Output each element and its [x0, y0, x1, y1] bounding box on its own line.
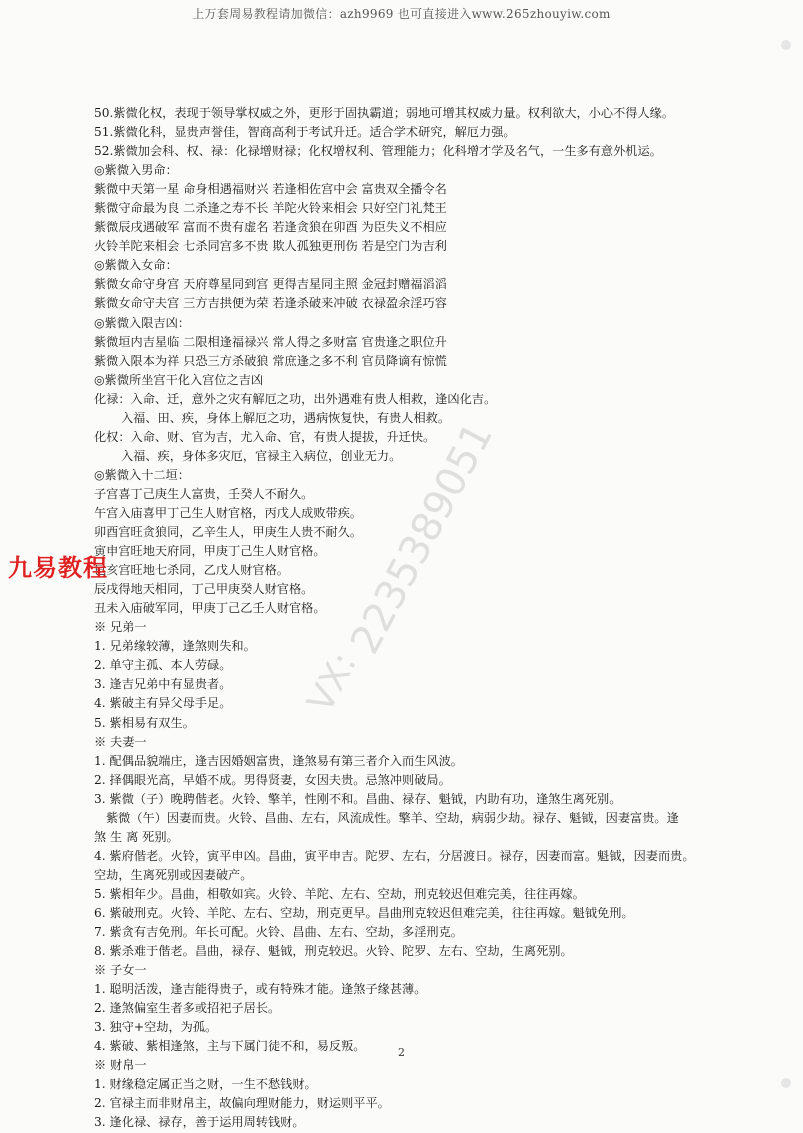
text-line: 52.紫微加会科、权、禄：化禄增财禄；化权增权利、管理能力；化科增才学及名气，一生多有意外机运。: [94, 144, 662, 159]
text-line: ※ 子女一: [94, 963, 147, 978]
text-line: 紫微辰戌遇破军 富而不贵有虚名 若逢贪狼在卯酉 为臣失义不相应: [94, 220, 447, 235]
text-line: 4. 紫府偕老。火铃，寅平申凶。昌曲，寅平申吉。陀罗、左右，分居渡日。禄存，因妻而富。魁钺，因妻而贵。: [94, 848, 695, 863]
text-line: ◎紫微入男命：: [94, 163, 178, 178]
text-line: 3. 紫微（子）晚聘偕老。火铃、擎羊，性刚不和。昌曲、禄存、魁钺，内助有功，逢煞生离死别。: [94, 791, 622, 806]
text-line: 1. 兄弟缘较薄，逢煞则失和。: [94, 639, 256, 654]
text-line: 紫微垣内吉星临 二限相逢福禄兴 常人得之多财富 官贵逢之职位升: [94, 334, 447, 349]
watermark-phone: 2235389051: [342, 415, 503, 662]
text-line: 丑未入庙破军同，甲庚丁己乙壬人财官格。: [94, 601, 326, 616]
text-line: ◎紫微入女命：: [94, 258, 178, 273]
text-line: 1. 聪明活泼，逢吉能得贵子，或有特殊才能。逢煞子缘甚薄。: [94, 982, 427, 997]
text-line: ◎紫微入限吉凶：: [94, 315, 190, 330]
text-line: 紫微女命守身宫 天府尊星同到宫 更得吉星同主照 金冠封赠福滔滔: [94, 277, 447, 292]
watermark-vx: VX:: [300, 645, 366, 720]
text-line: 50.紫微化权，表现于领导掌权威之外，更形于固执霸道；弱地可增其权威力量。权利欲大，小心不得人缘。: [94, 106, 675, 120]
text-line: 卯酉宫旺贪狼同，乙辛生人，甲庚生人贵不耐久。: [94, 525, 363, 540]
text-line: 煞 生 离 死别。: [94, 829, 179, 844]
text-line: 7. 紫贪有吉免刑。年长可配。火铃、昌曲、左右、空劫，多淫刑克。: [94, 925, 463, 940]
text-line: 火铃羊陀来相会 七杀同宫多不贵 欺人孤独更刑伤 若是空门为吉利: [94, 239, 447, 254]
text-line: 3. 逢吉兄弟中有显贵者。: [94, 677, 232, 692]
text-line: 2. 单守主孤、本人劳碌。: [94, 658, 232, 673]
text-line: 3. 逢化禄、禄存，善于运用周转钱财。: [94, 1115, 305, 1130]
text-line: 2. 择偶眼光高，早婚不成。男得贤妻，女因夫贵。忌煞冲则破局。: [94, 772, 451, 787]
page-header-ad: 上万套周易教程请加微信：azh9969 也可直接进入www.265zhouyiw.com: [192, 7, 611, 21]
text-line: 子宫喜丁己庚生人富贵，壬癸人不耐久。: [94, 486, 314, 501]
text-line: 化权：入命、财、官为吉，尤入命、官，有贵人提拔，升迁快。: [94, 429, 436, 444]
text-line: 化禄：入命、迁，意外之灾有解厄之功，出外遇难有贵人相救，逢凶化吉。: [94, 391, 497, 406]
text-line: 1. 配偶品貌端庄，逢吉因婚姻富贵，逢煞易有第三者介入而生风波。: [94, 753, 463, 768]
text-line: 入福、田、疾，身体上解厄之功，遇病恢复快，有贵人相救。: [121, 410, 451, 425]
text-line: ※ 兄弟一: [94, 620, 147, 635]
text-line: 寅申宫旺地天府同，甲庚丁己生人财官格。: [94, 544, 326, 559]
text-line: ◎紫微入十二垣：: [94, 467, 190, 482]
text-line: 辰戌得地天相同，丁己甲庚癸人财官格。: [94, 582, 314, 597]
text-line: 51.紫微化科，显贵声誉佳，智商高利于考试升迁。适合学术研究，解厄力强。: [94, 125, 516, 140]
text-line: 1. 财缘稳定属正当之财，一生不愁钱财。: [94, 1077, 317, 1092]
text-line: 紫微女命守夫宫 三方吉拱便为荣 若逢杀破来冲破 衣禄盈余淫巧容: [94, 296, 447, 311]
scan-mark: [781, 1078, 791, 1088]
text-line: 紫微（午）因妻而贵。火铃、昌曲、左右，风流成性。擎羊、空劫，病弱少劫。禄存、魁钺，因妻富贵。逢: [106, 810, 679, 825]
text-line: 2. 逢煞偏室生者多或招祀子居长。: [94, 1001, 281, 1016]
document-body: [94, 104, 774, 1133]
text-line: 空劫，生离死别或因妻破产。: [94, 867, 253, 882]
text-line: ※ 夫妻一: [94, 734, 147, 749]
text-line: 午宫入庙喜甲丁己生人财官格，丙戊人成败带疾。: [94, 505, 363, 520]
text-line: 紫微守命最为良 二杀逢之寿不长 羊陀火铃来相会 只好空门礼梵王: [94, 201, 447, 216]
text-line: 6. 紫破刑克。火铃、羊陀、左右、空劫，刑克更早。昌曲刑克较迟但难完美，往往再嫁。魁钺免刑。: [94, 905, 634, 920]
text-line: 4. 紫破、紫相逢煞，主与下属门徒不和，易反叛。: [94, 1039, 366, 1054]
text-line: 巳亥宫旺地七杀同，乙戊人财官格。: [94, 563, 289, 578]
text-line: 5. 紫相年少。昌曲，相敬如宾。火铃、羊陀、左右、空劫，刑克较迟但难完美，往往再嫁。: [94, 886, 585, 901]
text-line: ◎紫微所坐宫干化入宫位之吉凶: [94, 372, 264, 387]
text-line: 入福、疾，身体多灾厄，官禄主入病位，创业无力。: [121, 448, 402, 463]
text-line: 3. 独守+空劫，为孤。: [94, 1020, 218, 1035]
text-line: 2. 官禄主而非财帛主，故偏向理财能力，财运则平平。: [94, 1096, 390, 1111]
text-line: 5. 紫相易有双生。: [94, 715, 195, 730]
page-number: 2: [398, 1046, 405, 1059]
logo-jiuyi: 九易教程: [8, 554, 108, 582]
scan-mark: [781, 40, 791, 50]
text-line: 4. 紫破主有异父母手足。: [94, 696, 232, 711]
text-line: 8. 紫杀难于偕老。昌曲，禄存、魁钺，刑克较迟。火铃、陀罗、左右、空劫，生离死别。: [94, 944, 573, 959]
text-line: 紫微入限本为祥 只恐三方杀破狼 常庶逢之多不利 官员降谪有惊慌: [94, 353, 447, 368]
text-line: 紫微中天第一星 命身相遇福财兴 若逢相佐宫中会 富贵双全播令名: [94, 182, 447, 197]
text-line: ※ 财帛一: [94, 1058, 147, 1073]
